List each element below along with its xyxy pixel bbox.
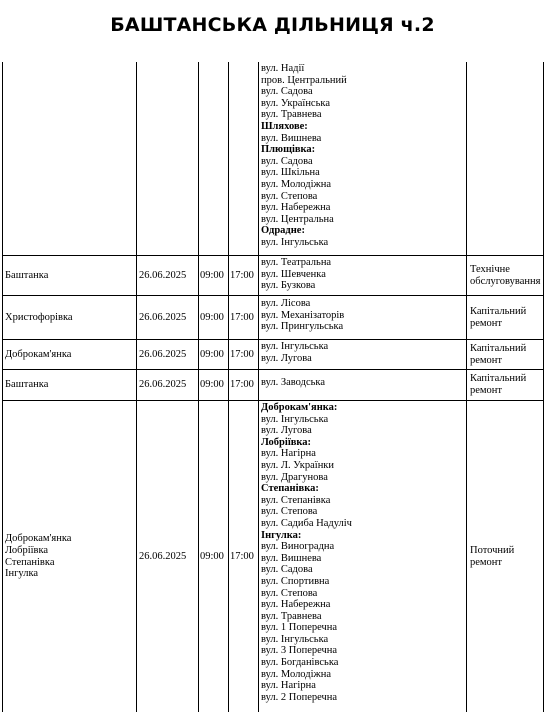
end-time-cell: 17:00 [230, 311, 254, 323]
street-item: вул. Драгунова [261, 471, 328, 483]
street-item: вул. Садова [261, 155, 313, 167]
settlement-cell: Баштанка [5, 379, 49, 391]
column-divider [543, 62, 544, 712]
street-item: вул. 3 Поперечна [261, 645, 338, 657]
settlement-cell: Доброкам'янка Лобріївка Степанівка Інгулка [5, 533, 72, 580]
column-divider [136, 62, 137, 712]
street-item: вул. Степова [261, 506, 318, 518]
street-item: вул. Інгульська [261, 413, 329, 425]
village-heading: Лобріївка: [261, 436, 312, 448]
date-cell [139, 63, 197, 255]
work-type-cell: Поточний ремонт [470, 544, 515, 568]
street-item: вул. Нагірна [261, 448, 316, 460]
work-type-cell [470, 63, 541, 255]
street-item: вул. Молодіжна [261, 178, 332, 190]
work-type-cell: Капітальний ремонт [470, 342, 527, 366]
date-cell: 26.06.2025 [139, 550, 187, 562]
streets-cell [261, 63, 347, 249]
street-item: вул. Степова [261, 190, 318, 202]
start-time-cell: 09:00 [200, 550, 224, 562]
column-divider [258, 62, 259, 712]
street-item: вул. Інгульська [261, 633, 329, 645]
street-item: вул. Степова [261, 587, 318, 599]
village-heading: Плющівка: [261, 144, 316, 156]
village-heading: Одрадне: [261, 225, 305, 237]
street-item: вул. Набережна [261, 599, 331, 611]
end-time-cell: 17:00 [230, 550, 254, 562]
street-item: вул. Бузкова [261, 280, 316, 292]
work-type-cell: Технічне обслуговування [470, 263, 541, 287]
street-item: вул. Лісова [261, 298, 311, 309]
settlement-cell: Доброкам'янка [5, 348, 72, 360]
street-item: вул. Травнева [261, 109, 322, 121]
street-item: пров. Центральний [261, 74, 347, 86]
column-divider [2, 62, 3, 712]
street-item: вул. Садиба Надуліч [261, 517, 352, 529]
streets-cell [261, 257, 331, 292]
street-item: вул. 2 Поперечна [261, 691, 338, 703]
streets-cell [261, 377, 325, 389]
street-item: вул. Прингульська [261, 321, 344, 333]
village-heading: Інгулка: [261, 529, 302, 541]
start-time-cell: 09:00 [200, 311, 224, 323]
street-item: вул. Лугова [261, 425, 312, 437]
street-item: вул. Шевченка [261, 268, 326, 280]
date-cell: 26.06.2025 [139, 379, 187, 391]
street-item: вул. Заводська [261, 377, 326, 388]
street-item: вул. Набережна [261, 202, 331, 214]
village-heading: Шляхове: [261, 120, 308, 132]
village-heading: Степанівка: [261, 483, 319, 495]
street-item: вул. Нагірна [261, 680, 316, 692]
street-item: вул. Театральна [261, 257, 332, 268]
date-cell: 26.06.2025 [139, 348, 187, 360]
work-type-cell: Капітальний ремонт [470, 373, 527, 396]
start-time-cell: 09:00 [200, 348, 224, 360]
work-type-cell: Капітальний ремонт [470, 305, 527, 329]
village-heading: Доброкам'янка: [261, 402, 338, 413]
end-time-cell: 17:00 [230, 379, 254, 391]
street-item: вул. Виноградна [261, 541, 335, 553]
end-time-cell [230, 63, 257, 255]
street-item: вул. Садова [261, 86, 313, 98]
column-divider [228, 62, 229, 712]
street-item: вул. 1 Поперечна [261, 622, 338, 634]
streets-cell [261, 298, 344, 333]
date-cell: 26.06.2025 [139, 311, 187, 323]
streets-cell [261, 341, 328, 364]
start-time-cell: 09:00 [200, 269, 224, 281]
street-item: вул. Механізаторів [261, 309, 345, 321]
settlement-cell: Христофорівка [5, 311, 73, 323]
street-item: вул. Л. Українки [261, 459, 335, 471]
street-item: вул. Лугова [261, 352, 312, 364]
street-item: вул. Степанівка [261, 494, 331, 506]
street-item: вул. Центральна [261, 213, 334, 225]
settlement-cell: Баштанка [5, 269, 49, 281]
street-item: вул. Українська [261, 97, 330, 109]
start-time-cell [200, 63, 227, 255]
street-item: вул. Спортивна [261, 575, 330, 587]
settlement-cell [5, 63, 134, 255]
street-item: вул. Вишнева [261, 132, 322, 144]
street-item: вул. Садова [261, 564, 313, 576]
column-divider [466, 62, 467, 712]
street-item: вул. Травнева [261, 610, 322, 622]
street-item: вул. Молодіжна [261, 668, 332, 680]
start-time-cell: 09:00 [200, 379, 224, 391]
street-item: вул. Інгульська [261, 341, 329, 352]
streets-cell [261, 402, 352, 703]
end-time-cell: 17:00 [230, 269, 254, 281]
end-time-cell: 17:00 [230, 348, 254, 360]
street-item: вул. Інгульська [261, 236, 329, 248]
street-item: вул. Богданівська [261, 657, 339, 669]
date-cell: 26.06.2025 [139, 269, 187, 281]
street-item: вул. Шкільна [261, 167, 320, 179]
column-divider [198, 62, 199, 712]
street-item: вул. Надії [261, 63, 305, 74]
page-title: БАШТАНСЬКА ДІЛЬНИЦЯ ч.2 [110, 14, 435, 36]
street-item: вул. Вишнева [261, 552, 322, 564]
